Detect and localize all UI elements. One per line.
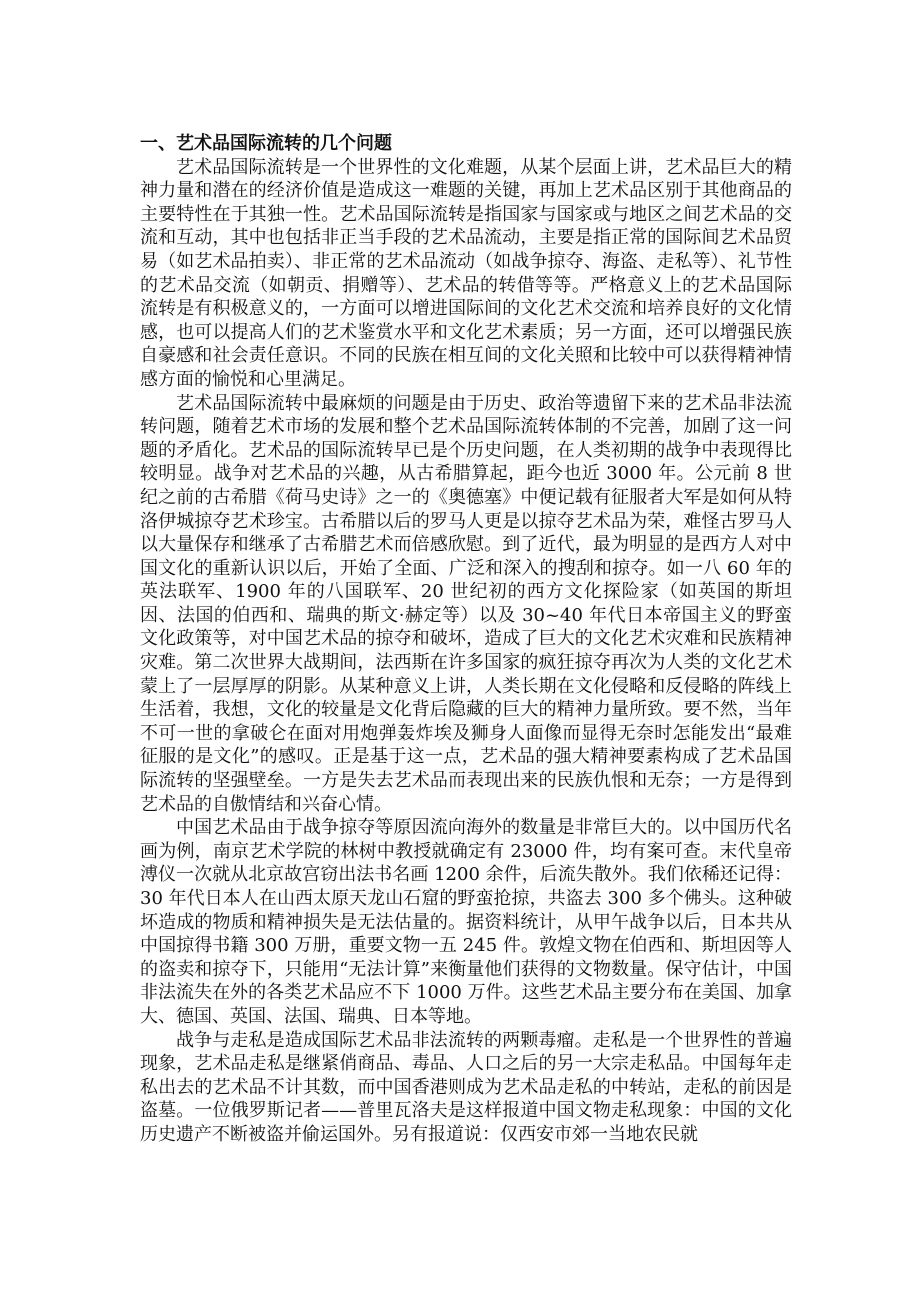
section-heading: 一、艺术品国际流转的几个问题 xyxy=(140,133,392,154)
paragraph-2: 艺术品国际流转中最麻烦的问题是由于历史、政治等遗留下来的艺术品非法流转问题，随着艺术市场的发展和整个艺术品国际流转体制的不完善，加剧了这一问题的矛盾化。艺术品的国际流转早已是个历史问题，在人类初期的战争中表现得比较明显。战争对艺术品的兴趣，从古希腊算起，距今也近 3000 年。公元前 8 世纪之前的古希腊《荷马史诗》之一的《奥德塞》中便记载有征服者大军是如何从特洛伊城掠夺艺术珍宝。古希腊以后的罗马人更是以掠夺艺术品为荣，难怪古罗马人以大量保存和继承了古希腊艺术而倍感欣慰。到了近代，最为明显的是西方人对中国文化的重新认识以后，开始了全面、广泛和深入的搜刮和掠夺。如一八 60 年的英法联军、1900 年的八国联军、20 世纪初的西方文化探险家（如英国的斯坦因、法国的伯西和、瑞典的斯文·赫定等）以及 30~40 年代日本帝国主义的野蛮文化政策等，对中国艺术品的掠夺和破坏，造成了巨大的文化艺术灾难和民族精神灾难。第二次世界大战期间，法西斯在许多国家的疯狂掠夺再次为人类的文化艺术蒙上了一层厚厚的阴影。从某种意义上讲，人类长期在文化侵略和反侵略的阵线上生活着，我想，文化的较量是文化背后隐藏的巨大的精神力量所致。要不然，当年不可一世的拿破仑在面对用炮弹轰炸埃及狮身人面像而显得无奈时怎能发出“最难征服的是文化”的感叹。正是基于这一点，艺术品的强大精神要素构成了艺术品国际流转的坚强壁垒。一方是失去艺术品而表现出来的民族仇恨和无奈；一方是得到艺术品的自傲情结和兴奋心情。 xyxy=(140,392,792,815)
paragraph-1: 艺术品国际流转是一个世界性的文化难题，从某个层面上讲，艺术品巨大的精神力量和潜在的经济价值是造成这一难题的关键，再加上艺术品区别于其他商品的主要特性在于其独一性。艺术品国际流转是指国家与国家或与地区之间艺术品的交流和互动，其中也包括非正当手段的艺术品流动，主要是指正常的国际间艺术品贸易（如艺术品拍卖）、非正常的艺术品流动（如战争掠夺、海盗、走私等）、礼节性的艺术品交流（如朝贡、捐赠等）、艺术品的转借等等。严格意义上的艺术品国际流转是有积极意义的，一方面可以增进国际间的文化艺术交流和培养良好的文化情感，也可以提高人们的艺术鉴赏水平和文化艺术素质；另一方面，还可以增强民族自豪感和社会责任意识。不同的民族在相互间的文化关照和比较中可以获得精神情感方面的愉悦和心里满足。 xyxy=(140,156,792,390)
paragraph-4: 战争与走私是造成国际艺术品非法流转的两颗毒瘤。走私是一个世界性的普遍现象，艺术品走私是继紧俏商品、毒品、人口之后的另一大宗走私品。中国每年走私出去的艺术品不计其数，而中国香港则成为艺术品走私的中转站，走私的前因是盗墓。一位俄罗斯记者——普里瓦洛夫是这样报道中国文物走私现象：中国的文化历史遗产不断被盗并偷运国外。另有报道说：仅西安市郊一当地农民就 xyxy=(140,1029,792,1145)
document-page xyxy=(140,132,792,1147)
paragraph-3: 中国艺术品由于战争掠夺等原因流向海外的数量是非常巨大的。以中国历代名画为例，南京艺术学院的林树中教授就确定有 23000 件，均有案可查。末代皇帝溥仪一次就从北京故宫窃出法书名画 1200 余件，后流失散外。我们依稀还记得：30 年代日本人在山西太原天龙山石窟的野蛮抢掠，共盗去 300 多个佛头。这种破坏造成的物质和精神损失是无法估量的。据资料统计，从甲午战争以后，日本共从中国掠得书籍 300 万册，重要文物一五 245 件。敦煌文物在伯西和、斯坦因等人的盗卖和掠夺下，只能用“无法计算”来衡量他们获得的文物数量。保守估计，中国非法流失在外的各类艺术品应不下 1000 万件。这些艺术品主要分布在美国、加拿大、德国、英国、法国、瑞典、日本等地。 xyxy=(140,817,792,1027)
